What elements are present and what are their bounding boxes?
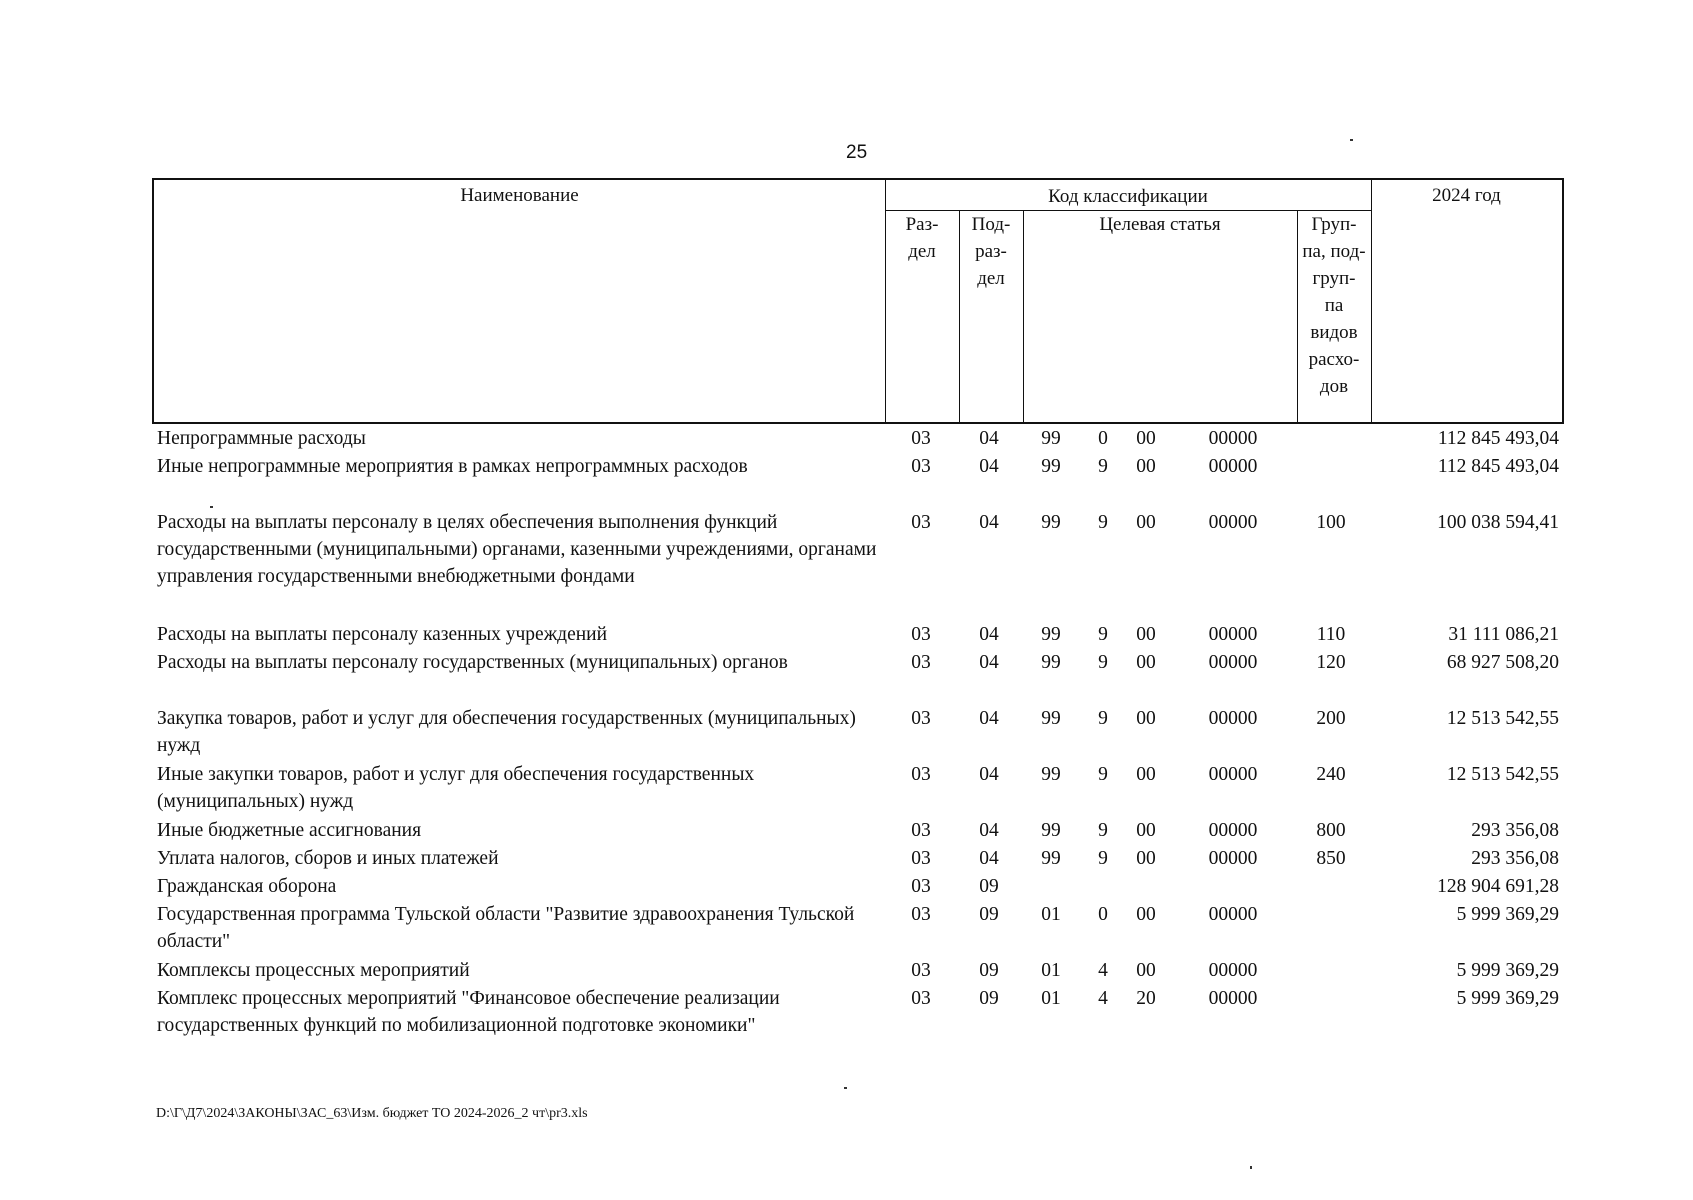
row-cs4: 00000 xyxy=(1208,988,1258,1009)
row-razdel: 03 xyxy=(911,624,931,645)
row-cs2: 9 xyxy=(1098,820,1108,841)
header-target-article: Целевая статья xyxy=(1099,214,1221,235)
row-razdel: 03 xyxy=(911,456,931,477)
row-podrazdel: 09 xyxy=(979,960,999,981)
row-vr: 120 xyxy=(1316,652,1346,673)
row-cs1: 01 xyxy=(1041,904,1061,925)
row-amount: 5 999 369,29 xyxy=(1456,988,1559,1009)
row-razdel: 03 xyxy=(911,904,931,925)
row-podrazdel: 04 xyxy=(979,764,999,785)
row-razdel: 03 xyxy=(911,428,931,449)
row-cs2: 9 xyxy=(1098,764,1108,785)
row-cs4: 00000 xyxy=(1208,960,1258,981)
row-podrazdel: 04 xyxy=(979,848,999,869)
row-amount: 12 513 542,55 xyxy=(1446,708,1559,729)
row-cs1: 99 xyxy=(1041,848,1061,869)
row-amount: 5 999 369,29 xyxy=(1456,960,1559,981)
row-cs2: 0 xyxy=(1098,904,1108,925)
row-vr: 100 xyxy=(1316,512,1346,533)
row-name: Иные непрограммные мероприятия в рамках непрограммных расходов xyxy=(157,456,748,477)
row-cs2: 4 xyxy=(1098,988,1108,1009)
row-razdel: 03 xyxy=(911,512,931,533)
scan-speck xyxy=(1350,139,1353,141)
row-razdel: 03 xyxy=(911,820,931,841)
row-podrazdel: 09 xyxy=(979,988,999,1009)
row-cs3: 00 xyxy=(1136,708,1156,729)
row-cs4: 00000 xyxy=(1208,512,1258,533)
row-cs1: 99 xyxy=(1041,708,1061,729)
header-name: Наименование xyxy=(460,185,579,206)
row-podrazdel: 04 xyxy=(979,624,999,645)
row-razdel: 03 xyxy=(911,988,931,1009)
row-name: Закупка товаров, работ и услуг для обеспечения государственных (муниципальных) нужд xyxy=(157,708,856,756)
header-expense-group: Груп- па, под- груп- па видов расхо- дов xyxy=(1302,214,1366,397)
row-amount: 112 845 493,04 xyxy=(1437,456,1559,477)
row-cs1: 99 xyxy=(1041,820,1061,841)
row-vr: 850 xyxy=(1316,848,1346,869)
header-classification: Код классификации xyxy=(1048,186,1208,207)
row-vr: 800 xyxy=(1316,820,1346,841)
table-header xyxy=(152,178,1564,424)
row-amount: 112 845 493,04 xyxy=(1437,428,1559,449)
row-cs3: 00 xyxy=(1136,764,1156,785)
row-podrazdel: 04 xyxy=(979,652,999,673)
row-cs2: 4 xyxy=(1098,960,1108,981)
row-vr: 110 xyxy=(1316,624,1346,645)
row-name: Непрограммные расходы xyxy=(157,428,366,449)
row-cs3: 00 xyxy=(1136,960,1156,981)
row-cs1: 99 xyxy=(1041,428,1061,449)
row-cs1: 99 xyxy=(1041,456,1061,477)
row-amount: 5 999 369,29 xyxy=(1456,904,1559,925)
row-cs3: 00 xyxy=(1136,652,1156,673)
row-cs4: 00000 xyxy=(1208,820,1258,841)
row-razdel: 03 xyxy=(911,848,931,869)
row-vr: 240 xyxy=(1316,764,1346,785)
row-razdel: 03 xyxy=(911,876,931,897)
row-amount: 128 904 691,28 xyxy=(1437,876,1559,897)
row-podrazdel: 09 xyxy=(979,904,999,925)
file-path-footer: D:\Г\Д7\2024\ЗАКОНЫ\ЗАС_63\Изм. бюджет ТО 2024-2026_2 чт\pr3.xls xyxy=(156,1106,588,1121)
row-podrazdel: 04 xyxy=(979,428,999,449)
row-cs1: 99 xyxy=(1041,764,1061,785)
row-cs2: 9 xyxy=(1098,624,1108,645)
header-year: 2024 год xyxy=(1432,185,1501,206)
row-name: Иные бюджетные ассигнования xyxy=(157,820,422,841)
row-cs2: 9 xyxy=(1098,456,1108,477)
row-cs2: 9 xyxy=(1098,708,1108,729)
row-cs1: 99 xyxy=(1041,652,1061,673)
row-razdel: 03 xyxy=(911,960,931,981)
row-podrazdel: 04 xyxy=(979,512,999,533)
row-cs3: 00 xyxy=(1136,428,1156,449)
scan-speck xyxy=(1250,1166,1252,1169)
row-cs4: 00000 xyxy=(1208,708,1258,729)
row-razdel: 03 xyxy=(911,652,931,673)
row-amount: 100 038 594,41 xyxy=(1437,512,1559,533)
row-name: Комплексы процессных мероприятий xyxy=(157,960,470,981)
row-cs4: 00000 xyxy=(1208,848,1258,869)
row-podrazdel: 04 xyxy=(979,820,999,841)
row-amount: 293 356,08 xyxy=(1471,848,1559,869)
row-podrazdel: 04 xyxy=(979,456,999,477)
row-name: Расходы на выплаты персоналу в целях обеспечения выполнения функций государственными (муниципальными) органами, казенными учреждениями, органами управления государственными внебюджетными фондами xyxy=(157,512,877,587)
row-amount: 31 111 086,21 xyxy=(1448,624,1559,645)
row-name: Государственная программа Тульской области "Развитие здравоохранения Тульской области" xyxy=(157,904,855,952)
row-cs3: 00 xyxy=(1136,624,1156,645)
row-cs2: 9 xyxy=(1098,652,1108,673)
row-cs2: 0 xyxy=(1098,428,1108,449)
row-cs1: 01 xyxy=(1041,988,1061,1009)
row-cs4: 00000 xyxy=(1208,456,1258,477)
row-amount: 68 927 508,20 xyxy=(1446,652,1559,673)
row-amount: 293 356,08 xyxy=(1471,820,1559,841)
row-name: Расходы на выплаты персоналу казенных учреждений xyxy=(157,624,608,645)
row-cs4: 00000 xyxy=(1208,904,1258,925)
row-podrazdel: 09 xyxy=(979,876,999,897)
row-cs3: 00 xyxy=(1136,512,1156,533)
row-cs3: 20 xyxy=(1136,988,1156,1009)
row-cs4: 00000 xyxy=(1208,764,1258,785)
row-vr: 200 xyxy=(1316,708,1346,729)
row-razdel: 03 xyxy=(911,764,931,785)
row-cs1: 99 xyxy=(1041,624,1061,645)
row-name: Комплекс процессных мероприятий "Финансовое обеспечение реализации государственных функций по мобилизационной подготовке экономики" xyxy=(157,988,780,1036)
row-cs1: 99 xyxy=(1041,512,1061,533)
scan-speck xyxy=(210,506,213,508)
row-cs2: 9 xyxy=(1098,848,1108,869)
scan-speck xyxy=(844,1087,847,1089)
row-amount: 12 513 542,55 xyxy=(1446,764,1559,785)
row-podrazdel: 04 xyxy=(979,708,999,729)
row-cs3: 00 xyxy=(1136,848,1156,869)
row-cs3: 00 xyxy=(1136,820,1156,841)
page-number: 25 xyxy=(846,142,868,163)
row-cs4: 00000 xyxy=(1208,652,1258,673)
header-subsection: Под- раз- дел xyxy=(971,214,1011,289)
header-section: Раз- дел xyxy=(905,214,939,262)
row-cs2: 9 xyxy=(1098,512,1108,533)
row-cs1: 01 xyxy=(1041,960,1061,981)
row-cs4: 00000 xyxy=(1208,428,1258,449)
row-cs3: 00 xyxy=(1136,456,1156,477)
row-cs3: 00 xyxy=(1136,904,1156,925)
row-name: Иные закупки товаров, работ и услуг для обеспечения государственных (муниципальных) нужд xyxy=(157,764,755,812)
row-razdel: 03 xyxy=(911,708,931,729)
row-name: Расходы на выплаты персоналу государственных (муниципальных) органов xyxy=(157,652,788,673)
row-cs4: 00000 xyxy=(1208,624,1258,645)
row-name: Гражданская оборона xyxy=(157,876,337,897)
row-name: Уплата налогов, сборов и иных платежей xyxy=(157,848,499,869)
